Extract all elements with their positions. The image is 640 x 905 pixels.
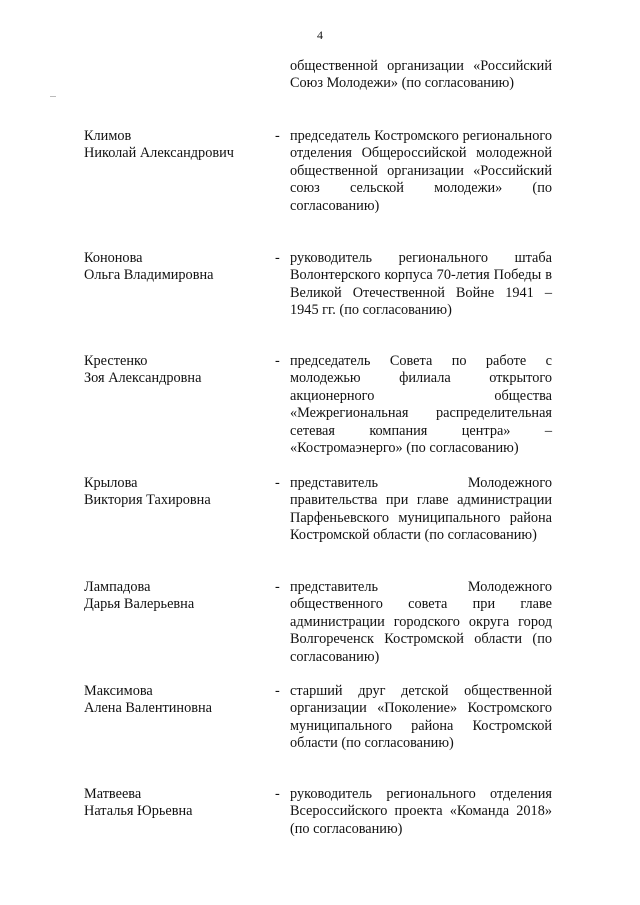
member-surname: Климов xyxy=(84,128,132,144)
member-position: руководитель регионального отделения Всероссийского проекта «Команда 2018» (по согласованию) xyxy=(290,786,552,837)
dash-separator: - xyxy=(275,579,280,595)
scan-mark xyxy=(50,96,56,97)
member-surname: Матвеева xyxy=(84,786,142,802)
dash-separator: - xyxy=(275,475,280,491)
member-surname: Лампадова xyxy=(84,579,151,595)
page-number: 4 xyxy=(317,28,323,42)
member-position: представитель Молодежного общественного совета при главе администрации городского округа город Волгореченск Костромской области (по согласованию) xyxy=(290,579,552,665)
dash-separator: - xyxy=(275,250,280,266)
member-name xyxy=(84,128,274,163)
member-surname: Крестенко xyxy=(84,353,148,369)
member-position: представитель Молодежного правительства при главе администрации Парфеньевского муниципального района Костромской области (по согласованию) xyxy=(290,475,552,544)
member-name xyxy=(84,353,274,388)
member-surname: Максимова xyxy=(84,683,153,699)
member-given-names: Виктория Тахировна xyxy=(84,492,211,509)
dash-separator: - xyxy=(275,353,280,369)
member-given-names: Зоя Александровна xyxy=(84,370,202,387)
continuation-text: общественной организации «Российский Союз Молодежи» (по согласованию) xyxy=(290,58,552,92)
member-position: старший друг детской общественной организации «Поколение» Костромского муниципального района Костромской области (по согласованию) xyxy=(290,683,552,752)
dash-separator: - xyxy=(275,128,280,144)
member-position: председатель Костромского регионального отделения Общероссийской молодежной общественной организации «Российский союз сельской молодежи» (по согласованию) xyxy=(290,128,552,214)
member-given-names: Ольга Владимировна xyxy=(84,267,214,284)
dash-separator: - xyxy=(275,786,280,802)
member-given-names: Алена Валентиновна xyxy=(84,700,212,717)
member-name xyxy=(84,786,274,821)
dash-separator: - xyxy=(275,683,280,699)
member-name xyxy=(84,579,274,614)
member-given-names: Дарья Валерьевна xyxy=(84,596,195,613)
member-name xyxy=(84,475,274,510)
member-given-names: Наталья Юрьевна xyxy=(84,803,193,820)
member-position: председатель Совета по работе с молодежью филиала открытого акционерного общества «Межрегиональная распределительная сетевая компания центра» – «Костромаэнерго» (по согласованию) xyxy=(290,353,552,457)
member-given-names: Николай Александрович xyxy=(84,145,234,162)
member-name xyxy=(84,250,274,285)
member-position: руководитель регионального штаба Волонтерского корпуса 70-летия Победы в Великой Отечественной Войне 1941 – 1945 гг. (по согласованию) xyxy=(290,250,552,319)
member-surname: Крылова xyxy=(84,475,138,491)
member-name xyxy=(84,683,274,718)
member-surname: Кононова xyxy=(84,250,143,266)
